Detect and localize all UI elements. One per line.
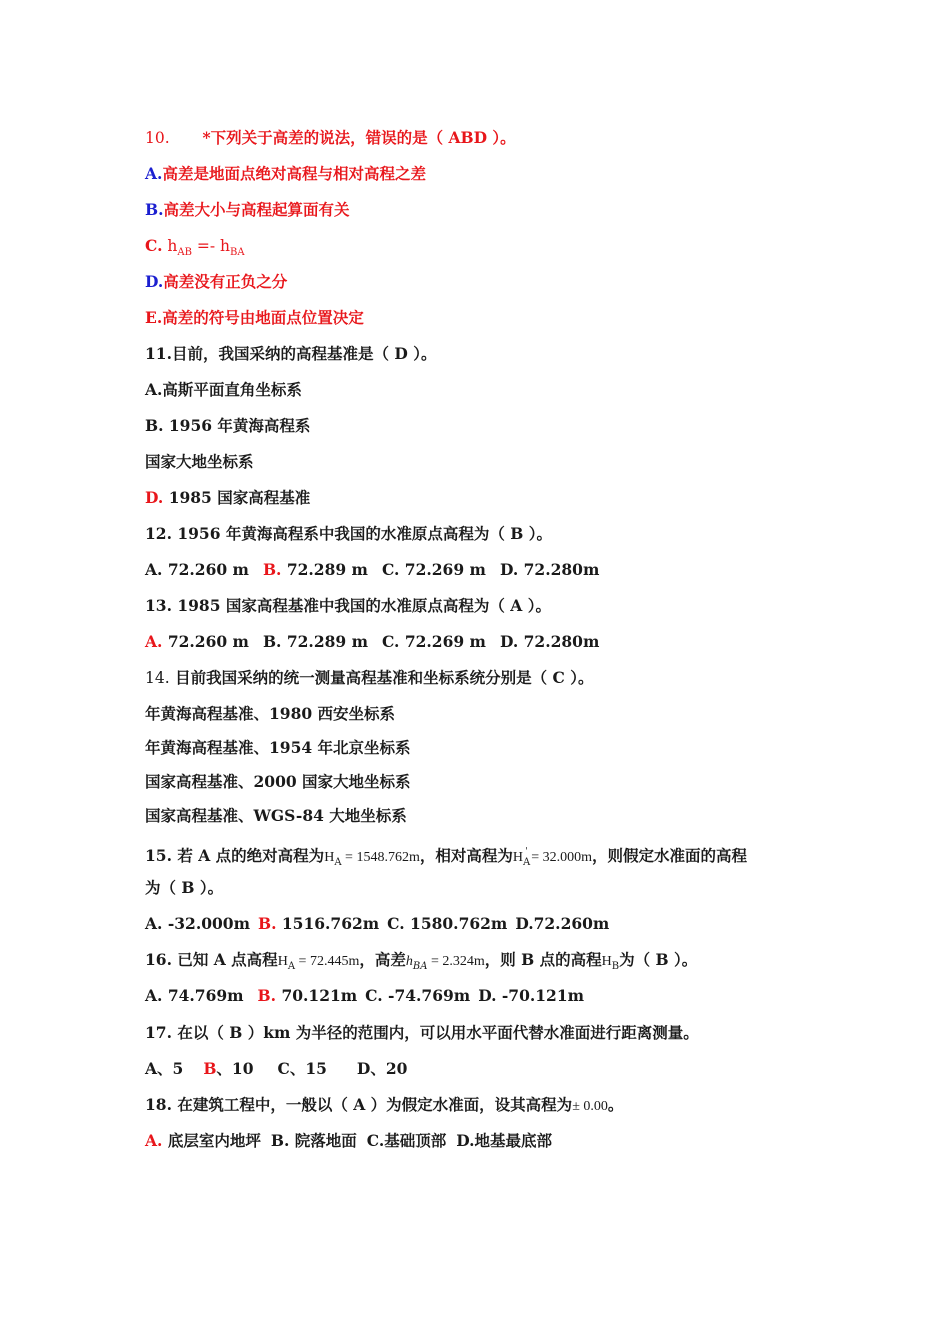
q16-option-c: C. -74.769m	[365, 986, 471, 1005]
q16-options	[145, 986, 584, 1006]
q12-option-a: A. 72.260 m	[145, 560, 249, 579]
q16-hb-sub: B	[611, 961, 620, 972]
q14-stem-text: 目前我国采纳的统一测量高程基准和坐标系统分别是（ C ）。	[175, 668, 594, 687]
q13-stem: 13. 1985 国家高程基准中我国的水准原点高程为（ A ）。	[145, 596, 551, 615]
q12-option-c: C. 72.269 m	[381, 560, 486, 579]
q15-ha-rel-prime: '	[525, 847, 528, 857]
q16-hba-sub: BA	[412, 961, 428, 972]
q11-stem: 11.目前，我国采纳的高程基准是（ D ）。	[145, 344, 437, 363]
q10-option-d	[145, 272, 287, 292]
q16-ha-value: = 72.445m	[295, 954, 360, 969]
q18-option-a: 底层室内地坪	[162, 1131, 261, 1150]
q16-ha-sub: A	[287, 961, 296, 972]
q17-option-a: A、5	[145, 1059, 184, 1078]
q16-option-b: 70.121m	[276, 986, 358, 1005]
q12-options	[145, 560, 599, 580]
q18-option-d: D.地基最底部	[456, 1131, 553, 1150]
q17-option-b: 、10	[216, 1059, 254, 1078]
q14-option-4: 国家高程基准、WGS-84 大地坐标系	[145, 806, 407, 825]
q16-hb-symbol: H	[601, 954, 612, 969]
q15-options	[145, 914, 609, 934]
q14-option-2: 年黄海高程基准、1954 年北京坐标系	[145, 738, 411, 757]
q15-option-a: A. -32.000m	[145, 914, 250, 933]
q16-option-a: A. 74.769m	[145, 986, 244, 1005]
q10-option-e-text: 高差的符号由地面点位置决定	[162, 308, 364, 327]
q14-option-1: 年黄海高程基准、1980 西安坐标系	[145, 704, 396, 723]
q17-option-c: C、15	[277, 1059, 327, 1078]
q12-option-b-letter: B.	[262, 560, 282, 579]
q13-option-a: 72.260 m	[162, 632, 249, 651]
q15-stem-part2: ，相对高程为	[419, 846, 513, 865]
q17-stem: 17. 在以（ B ）km 为半径的范围内，可以用水平面代替水准面进行距离测量。	[145, 1023, 699, 1042]
q11-option-d-text: 1985 国家高程基准	[163, 488, 311, 507]
q16-option-d: D. -70.121m	[478, 986, 585, 1005]
q11-option-a: A.高斯平面直角坐标系	[145, 380, 302, 399]
q18-options	[145, 1131, 552, 1151]
q15-ha-sub: A	[334, 857, 342, 868]
q18-stem	[145, 1095, 623, 1117]
q15-option-b: 1516.762m	[276, 914, 380, 933]
q15-ha-rel-sub: A	[522, 857, 531, 868]
q10-option-d-letter: D.	[145, 272, 164, 291]
q15-option-d: D.72.260m	[515, 914, 610, 933]
q15-stem-part3: ，则假定水准面的高程	[592, 846, 748, 865]
q16-option-b-letter: B.	[257, 986, 277, 1005]
q17-option-d: D、20	[356, 1059, 408, 1078]
q18-stem-text: 18. 在建筑工程中，一般以（ A ）为假定水准面，设其高程为	[145, 1095, 573, 1114]
q10-option-a-letter: A.	[145, 164, 163, 183]
q17-options	[145, 1059, 407, 1079]
q11-option-d	[145, 488, 310, 508]
q13-options	[145, 632, 599, 652]
q11-option-b: B. 1956 年黄海高程系	[145, 416, 311, 435]
q17-option-b-letter: B	[203, 1059, 217, 1078]
q15-stem	[145, 842, 747, 873]
q11-option-c: 国家大地坐标系	[145, 452, 254, 471]
q15-ha-symbol: H	[324, 850, 335, 865]
q10-number: 10.	[145, 129, 170, 147]
q15-ha-rel-value: = 32.000m	[527, 850, 592, 865]
q18-elevation-value: ± 0.00	[572, 1099, 608, 1114]
q15-ha-rel-symbol: H	[512, 850, 523, 865]
q15-stem-line2: 为（ B ）。	[145, 878, 224, 897]
q11-option-d-letter: D.	[145, 488, 164, 507]
q10-option-b-text: 高差大小与高程起算面有关	[163, 200, 350, 219]
q10-option-b	[145, 200, 350, 220]
q18-option-b: B. 院落地面	[270, 1131, 357, 1150]
q16-stem	[145, 950, 697, 977]
q14-option-3: 国家高程基准、2000 国家大地坐标系	[145, 772, 411, 791]
q15-option-c: C. 1580.762m	[387, 914, 508, 933]
q12-stem: 12. 1956 年黄海高程系中我国的水准原点高程为（ B ）。	[145, 524, 553, 543]
q18-stem-end: 。	[607, 1095, 624, 1114]
q15-option-b-letter: B.	[257, 914, 277, 933]
q10-option-c	[145, 236, 245, 263]
q10-option-c-sub-ab: AB	[177, 247, 192, 258]
q13-option-b: B. 72.289 m	[262, 632, 368, 651]
q10-option-a	[145, 164, 426, 184]
q10-stem-text: *下列关于高差的说法，错误的是（ ABD ）。	[202, 128, 516, 147]
q16-stem-part4: 为（ B ）。	[619, 950, 698, 969]
q16-stem-part3: ，则 B 点的高程	[484, 950, 602, 969]
q13-option-a-letter: A.	[145, 632, 163, 651]
q10-option-c-mid: =- h	[191, 237, 231, 255]
q10-option-a-text: 高差是地面点绝对高程与相对高程之差	[162, 164, 426, 183]
q10-option-b-letter: B.	[145, 200, 164, 219]
q10-option-c-letter: C.	[145, 236, 163, 255]
q16-stem-part1: 16. 已知 A 点高程	[145, 950, 278, 969]
q10-option-c-h: h	[162, 237, 178, 255]
q14-number: 14.	[145, 669, 170, 687]
q13-option-c: C. 72.269 m	[381, 632, 486, 651]
q16-hba-value: = 2.324m	[427, 954, 485, 969]
q10-option-e	[145, 308, 364, 328]
q10-option-d-text: 高差没有正负之分	[163, 272, 288, 291]
q10-option-e-letter: E.	[145, 308, 163, 327]
q15-ha-value: = 1548.762m	[341, 850, 420, 865]
q18-option-a-letter: A.	[145, 1131, 163, 1150]
q16-stem-part2: ，高差	[359, 950, 406, 969]
q14-stem	[145, 668, 593, 688]
q18-option-c: C.基础顶部	[366, 1131, 447, 1150]
q12-option-b: 72.289 m	[281, 560, 368, 579]
q16-ha-symbol: H	[277, 954, 288, 969]
q15-stem-part1: 15. 若 A 点的绝对高程为	[145, 846, 325, 865]
q12-option-d: D. 72.280m	[499, 560, 600, 579]
q10-stem	[145, 128, 516, 148]
q10-option-c-sub-ba: BA	[230, 247, 245, 258]
q13-option-d: D. 72.280m	[499, 632, 600, 651]
q16-hba-symbol: h	[405, 954, 413, 969]
